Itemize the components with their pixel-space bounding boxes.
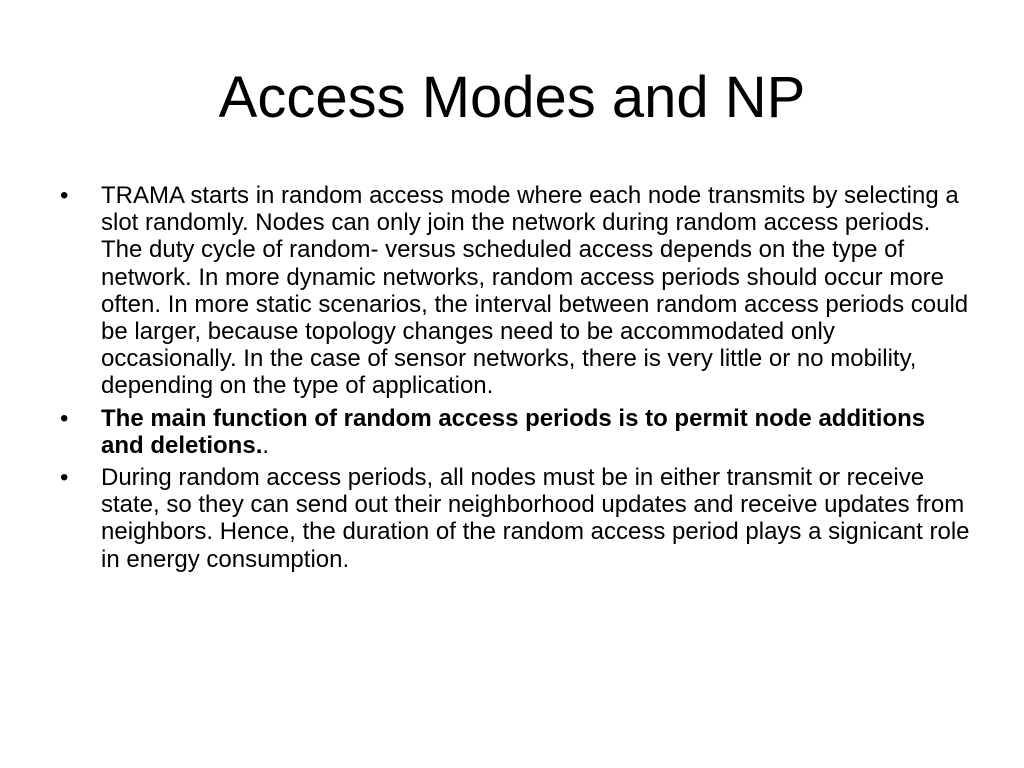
bullet-text: TRAMA starts in random access mode where each node transmits by selecting a slot randomly. Nodes can only join the network during random access periods. The duty cycle of random- versus scheduled access depends on the type of network. In more dynamic networks, random access periods should occur more often. In more static scenarios, the interval between random access periods could be larger, because topology changes need to be accommodated only occasionally. In the case of sensor networks, there is very little or no mobility, depending on the type of application. [101, 182, 969, 400]
slide-title: Access Modes and NP [218, 65, 806, 130]
bullet-item-random-access-periods [60, 464, 970, 573]
bullet-item-trama-start [60, 182, 970, 400]
bullet-list [60, 182, 970, 578]
bullet-dot-icon: • [60, 404, 69, 432]
bullet-dot-icon: • [60, 182, 69, 209]
bullet-text: . [262, 431, 270, 459]
bullet-item-main-function [60, 405, 970, 459]
bullet-text: During random access periods, all nodes must be in either transmit or receive state, so they can send out their neighborhood updates and receive updates from neighbors. Hence, the duration of the random access period plays a signicant role in energy consumption. [101, 464, 970, 573]
bullet-dot-icon: • [60, 464, 69, 492]
bullet-bold-text: The main function of random access periods is to permit node additions and deletions. [101, 404, 926, 459]
